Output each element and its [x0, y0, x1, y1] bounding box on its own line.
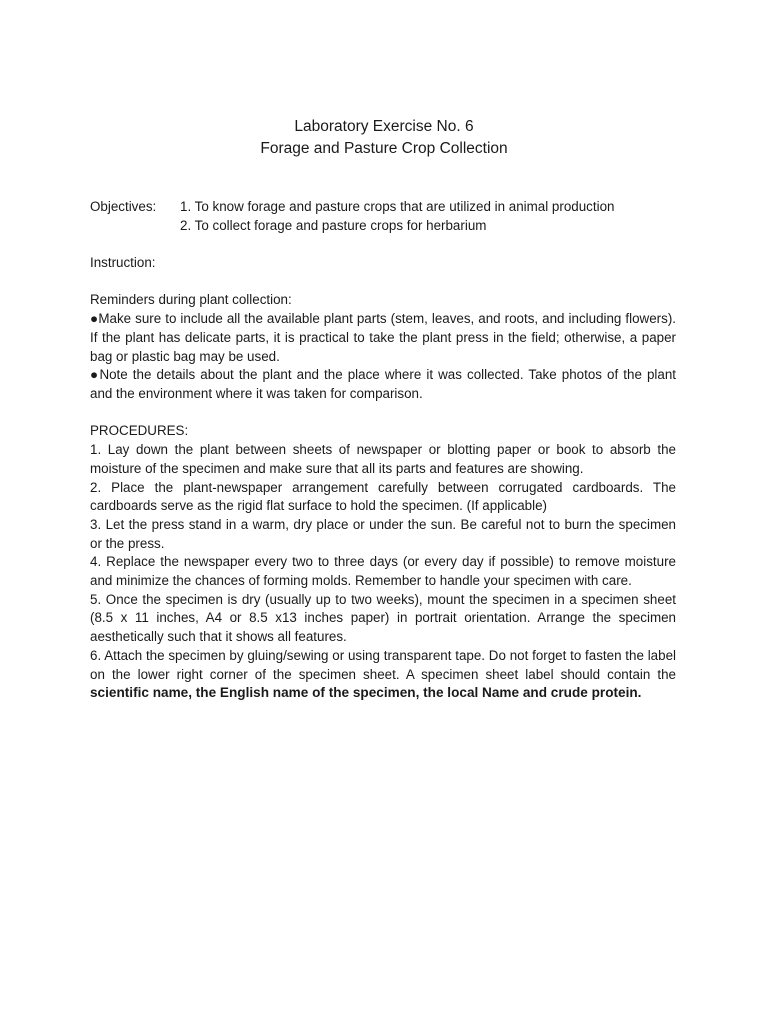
reminder-item: ●Note the details about the plant and the place where it was collected. Take photos of the plant and the environment where it was taken for comparison. [90, 367, 676, 401]
exercise-topic-title: Forage and Pasture Crop Collection [260, 140, 508, 157]
procedure-step-text: 6. Attach the specimen by gluing/sewing or using transparent tape. Do not forget to fasten the label on the lower right corner of the specimen sheet. A specimen sheet label should contain the [90, 647, 676, 682]
document-body [90, 198, 676, 703]
objectives-label: Objectives: [90, 199, 157, 214]
objectives-list [180, 198, 676, 235]
objective-item: 1. To know forage and pasture crops that are utilized in animal production [180, 199, 615, 214]
objective-item: 2. To collect forage and pasture crops for herbarium [180, 217, 487, 233]
label-contents-emphasis: scientific name, the English name of the specimen, the local Name and crude protein. [90, 685, 642, 701]
title-block [0, 116, 768, 160]
exercise-number-title: Laboratory Exercise No. 6 [294, 118, 474, 135]
procedure-step: 4. Replace the newspaper every two to three days (or every day if possible) to remove moisture and minimize the chances of forming molds. Remember to handle your specimen with care. [90, 554, 676, 589]
objectives-section [90, 198, 676, 235]
procedure-step: 2. Place the plant-newspaper arrangement carefully between corrugated cardboards. The cardboards serve as the rigid flat surface to hold the specimen. (If applicable) [90, 479, 676, 514]
reminder-item: ●Make sure to include all the available plant parts (stem, leaves, and roots, and including flowers). If the plant has delicate parts, it is practical to take the plant press in the field; otherwise, a paper bag or plastic bag may be used. [90, 311, 676, 364]
procedure-step: 3. Let the press stand in a warm, dry place or under the sun. Be careful not to burn the specimen or the press. [90, 516, 676, 551]
procedure-step: 1. Lay down the plant between sheets of newspaper or blotting paper or book to absorb the moisture of the specimen and make sure that all its parts and features are showing. [90, 442, 676, 476]
reminders-heading: Reminders during plant collection: [90, 292, 292, 308]
procedures-heading: PROCEDURES: [90, 423, 189, 439]
instruction-label: Instruction: [90, 255, 156, 271]
procedure-step-last [90, 647, 676, 703]
procedure-step: 5. Once the specimen is dry (usually up to two weeks), mount the specimen in a specimen sheet (8.5 x 11 inches, A4 or 8.5 x13 inches paper) in portrait orientation. Arrange the specimen aesthetically such that it shows all features. [90, 591, 676, 645]
